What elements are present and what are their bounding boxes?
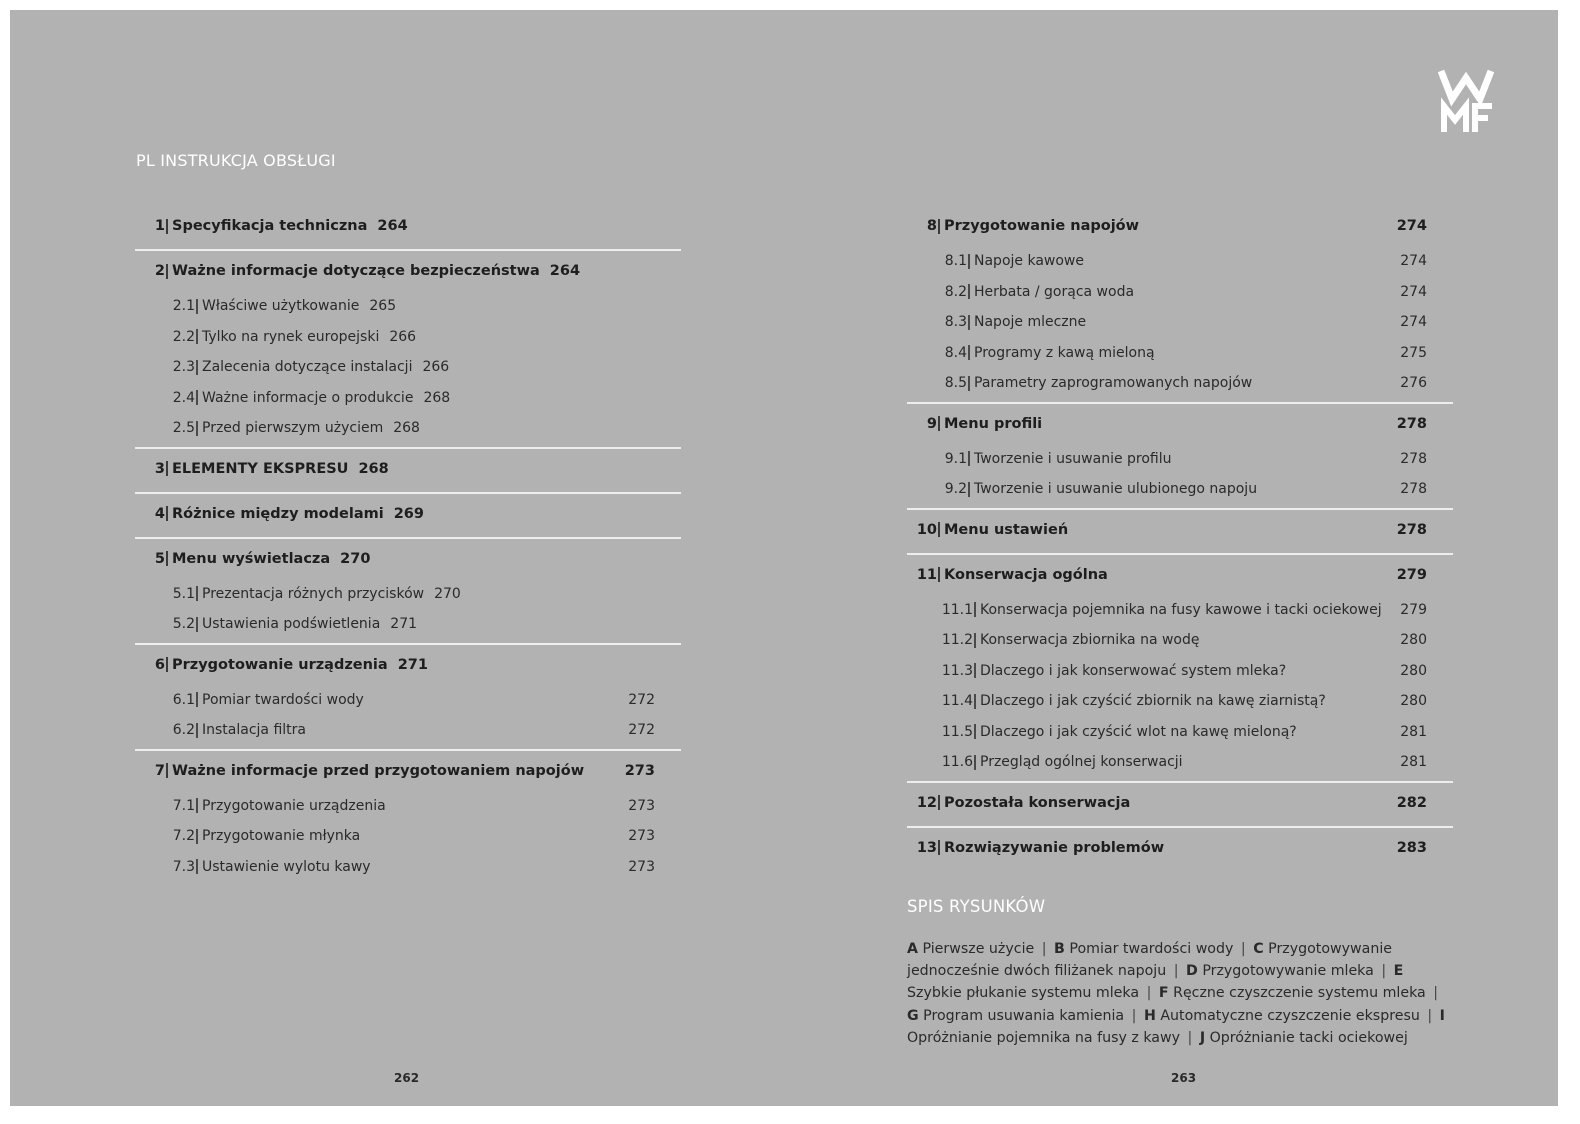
toc-section [907,555,1453,783]
toc-title: Tworzenie i usuwanie ulubionego napoju [974,481,1258,498]
toc-title: Ustawienia podświetlenia [202,616,381,633]
toc-page-number: 272 [628,691,655,708]
toc-separator-bar [166,506,168,521]
toc-separator-bar [938,219,940,234]
toc-title: Ważne informacje o produkcie [202,389,414,406]
toc-chapter[interactable] [135,494,681,534]
toc-page-number: 273 [624,762,655,779]
figure-entry [907,1008,1124,1024]
toc-separator-bar [196,299,198,314]
toc-title: Parametry zaprogramowanych napojów [974,375,1253,392]
figure-separator: | [1173,963,1179,980]
toc-number: 4 [154,505,165,522]
toc-subsection[interactable] [907,625,1453,656]
toc-page-number: 268 [423,389,451,406]
toc-separator-bar [938,840,940,855]
toc-separator-bar [968,254,970,269]
toc-number: 2.5 [172,420,195,437]
figure-letter: B [1054,941,1065,957]
toc-subsection[interactable] [135,852,681,883]
toc-separator-bar [196,329,198,344]
toc-subsection[interactable] [907,444,1453,475]
toc-chapter[interactable] [907,404,1453,444]
toc-title: Konserwacja ogólna [944,566,1108,583]
figure-entry [1159,985,1426,1001]
toc-section [135,449,681,494]
toc-separator-bar [938,522,940,537]
toc-separator-bar [196,586,198,601]
toc-page-number: 273 [628,797,655,814]
toc-title: Napoje mleczne [974,314,1087,331]
toc-separator-bar [974,724,976,739]
toc-separator-bar [196,421,198,436]
toc-title: Przygotowanie urządzenia [172,656,388,673]
toc-separator-bar [974,663,976,678]
toc-page-number: 272 [628,722,655,739]
toc-page-number: 279 [1400,601,1427,618]
toc-page-number: 269 [393,505,424,522]
figure-entry [1144,1008,1420,1024]
toc-title: Przygotowanie młynka [202,828,361,845]
toc-number: 2.3 [172,359,195,376]
toc-title: Konserwacja pojemnika na fusy kawowe i tacki ociekowej [980,601,1382,618]
toc-subsection[interactable] [907,307,1453,338]
figure-letter: A [907,941,918,957]
figure-letter: J [1199,1029,1206,1046]
toc-chapter[interactable] [135,539,681,579]
toc-page-number: 268 [358,460,389,477]
toc-number: 9 [926,415,937,432]
toc-page-number: 264 [549,263,581,279]
toc-number: 9.2 [944,481,967,498]
toc-title: Właściwe użytkowanie [202,298,360,315]
toc-subsection[interactable] [907,656,1453,687]
toc-page-number: 265 [369,298,397,315]
toc-page-number: 276 [1400,375,1427,392]
toc-chapter[interactable] [135,251,681,291]
toc-title: Pomiar twardości wody [202,691,364,708]
toc-title: Dlaczego i jak czyścić zbiornik na kawę ziarnistą? [980,693,1326,710]
toc-separator-bar [166,461,168,476]
toc-title: ELEMENTY EKSPRESU [172,460,349,477]
toc-subsection[interactable] [907,595,1453,626]
toc-number: 7.3 [172,858,195,875]
toc-number: 8.5 [944,375,967,392]
toc-left-column [135,206,681,885]
toc-separator-bar [166,219,168,234]
toc-page-number: 278 [1396,415,1427,432]
figure-caption: Automatyczne czyszczenie ekspresu [1160,1007,1420,1024]
toc-title: Dlaczego i jak konserwować system mleka? [980,662,1287,679]
toc-chapter[interactable] [907,206,1453,246]
toc-separator-bar [968,345,970,360]
toc-title: Przed pierwszym użyciem [202,420,384,437]
toc-page-number: 278 [1396,521,1427,538]
figure-separator: | [1381,963,1387,980]
toc-separator-bar [196,390,198,405]
toc-subsection[interactable] [135,685,681,716]
toc-chapter[interactable] [135,449,681,489]
toc-separator-bar [968,451,970,466]
toc-title: Menu wyświetlacza [172,550,331,567]
toc-page-number: 270 [434,585,461,602]
toc-page-number: 268 [393,420,420,437]
toc-page-number: 274 [1400,283,1427,300]
toc-separator-bar [166,551,168,566]
figure-separator: | [1433,985,1439,1002]
toc-chapter[interactable] [907,828,1453,868]
toc-chapter[interactable] [907,783,1453,823]
figures-title: SPIS RYSUNKÓW [907,897,1046,916]
toc-subsection[interactable] [135,352,681,383]
toc-number: 9.1 [944,450,967,467]
toc-subsection[interactable] [135,413,681,444]
figure-caption: Przygotowywanie jednocześnie dwóch filiżanek napoju [907,941,1393,980]
toc-title: Przygotowanie napojów [944,218,1140,234]
toc-page-number: 281 [1400,723,1427,740]
toc-title: Ważne informacje dotyczące bezpieczeństwa [172,263,540,279]
toc-number: 2.1 [172,298,195,315]
toc-page-number: 274 [1396,218,1427,234]
toc-page-number: 280 [1400,632,1427,649]
toc-page-number: 273 [628,858,655,875]
toc-number: 8.1 [944,253,967,270]
toc-number: 6 [154,656,165,673]
figure-separator: | [1041,941,1047,957]
toc-chapter[interactable] [907,555,1453,595]
figure-caption: Pierwsze użycie [922,941,1035,957]
toc-number: 2.2 [172,328,195,345]
toc-title: Tworzenie i usuwanie profilu [974,450,1172,467]
toc-section [907,783,1453,828]
toc-number: 6.1 [172,691,195,708]
toc-subsection[interactable] [907,717,1453,748]
toc-subsection[interactable] [907,368,1453,399]
toc-separator-bar [166,657,168,672]
toc-subsection[interactable] [907,474,1453,505]
toc-right-column [907,206,1453,871]
figure-caption: Szybkie płukanie systemu mleka [907,985,1140,1002]
toc-subsection[interactable] [135,579,681,610]
toc-title: Zalecenia dotyczące instalacji [202,359,413,376]
figure-letter: I [1439,1007,1445,1024]
toc-title: Specyfikacja techniczna [172,218,368,234]
toc-number: 11.4 [941,693,973,710]
toc-title: Prezentacja różnych przycisków [202,585,425,602]
toc-number: 2.4 [172,389,195,406]
toc-title: Konserwacja zbiornika na wodę [980,632,1200,649]
toc-title: Menu profili [944,415,1043,432]
figure-entry [1186,963,1374,979]
figure-caption: Pomiar twardości wody [1069,941,1234,957]
toc-separator-bar [196,723,198,738]
toc-chapter[interactable] [135,645,681,685]
toc-separator-bar [974,633,976,648]
figure-entry [1054,941,1233,957]
toc-title: Herbata / gorąca woda [974,283,1135,300]
toc-title: Napoje kawowe [974,253,1084,270]
toc-page-number: 283 [1396,839,1427,856]
toc-subsection[interactable] [135,791,681,822]
toc-title: Ważne informacje przed przygotowaniem napojów [172,762,585,779]
toc-section [135,494,681,539]
figure-entry [1200,1030,1408,1046]
toc-page-number: 280 [1400,662,1427,679]
toc-number: 8.3 [944,314,967,331]
toc-separator-bar [196,692,198,707]
toc-page-number: 274 [1400,253,1427,270]
toc-number: 12 [916,794,937,811]
toc-page-number: 264 [377,218,408,234]
figure-caption: Przygotowywanie mleka [1202,963,1374,980]
toc-separator-bar [968,284,970,299]
toc-number: 2 [154,263,165,279]
toc-section [907,404,1453,510]
toc-subsection[interactable] [135,291,681,322]
toc-page-number: 278 [1400,450,1427,467]
figure-letter: H [1143,1007,1156,1024]
toc-section [135,645,681,751]
page-number-right: 263 [1171,1071,1197,1085]
toc-separator-bar [974,694,976,709]
toc-subsection[interactable] [907,747,1453,778]
figure-separator: | [1427,1007,1433,1024]
toc-number: 5.1 [172,585,195,602]
figure-caption: Opróżnianie tacki ociekowej [1209,1029,1408,1046]
document-title: PL INSTRUKCJA OBSŁUGI [136,151,336,170]
toc-page-number: 273 [628,828,655,845]
toc-number: 3 [154,460,165,477]
figure-letter: C [1253,941,1264,957]
toc-page-number: 271 [397,656,428,673]
figure-separator: | [1240,941,1246,957]
toc-chapter[interactable] [907,510,1453,550]
toc-page-number: 275 [1400,344,1427,361]
page-number-left: 262 [394,1071,420,1085]
toc-title: Różnice między modelami [172,505,384,522]
toc-number: 7.2 [172,828,195,845]
toc-separator-bar [974,755,976,770]
toc-page-number: 282 [1396,794,1427,811]
toc-separator-bar [196,859,198,874]
toc-page-number: 278 [1400,481,1427,498]
toc-title: Przegląd ogólnej konserwacji [980,754,1183,771]
toc-separator-bar [196,829,198,844]
toc-number: 8.4 [944,344,967,361]
figure-caption: Program usuwania kamienia [923,1007,1125,1024]
toc-title: Pozostała konserwacja [944,794,1131,811]
wmf-logo-icon [1438,68,1494,134]
toc-subsection[interactable] [907,686,1453,717]
toc-separator-bar [938,416,940,431]
toc-number: 11.2 [941,632,973,649]
figure-letter: G [907,1007,919,1024]
toc-page-number: 270 [340,550,371,567]
toc-number: 7 [154,762,165,779]
figure-separator: | [1146,985,1152,1002]
toc-chapter[interactable] [135,751,681,791]
document-spread [10,10,1558,1106]
toc-page-number: 281 [1400,754,1427,771]
toc-page-number: 266 [389,328,417,345]
figure-letter: F [1158,985,1169,1002]
figures-list [907,938,1447,1049]
toc-number: 11 [916,566,937,583]
toc-number: 13 [916,839,937,856]
figure-separator: | [1187,1029,1193,1046]
toc-separator-bar [974,602,976,617]
figure-letter: E [1393,963,1404,980]
toc-number: 5.2 [172,616,195,633]
toc-title: Tylko na rynek europejski [202,328,380,345]
toc-page-number: 274 [1400,314,1427,331]
toc-section [135,251,681,449]
toc-separator-bar [196,798,198,813]
toc-separator-bar [938,795,940,810]
toc-number: 11.3 [941,662,973,679]
toc-section [135,206,681,251]
figure-caption: Opróżnianie pojemnika na fusy z kawy [907,1029,1180,1046]
toc-subsection[interactable] [907,246,1453,277]
toc-separator-bar [968,315,970,330]
toc-separator-bar [968,376,970,391]
toc-number: 6.2 [172,722,195,739]
toc-separator-bar [938,567,940,582]
toc-number: 10 [916,521,937,538]
toc-title: Przygotowanie urządzenia [202,797,386,814]
figure-separator: | [1131,1007,1137,1024]
toc-subsection[interactable] [135,821,681,852]
toc-section [135,751,681,886]
toc-page-number: 266 [422,359,450,376]
toc-chapter[interactable] [135,206,681,246]
toc-number: 11.1 [941,601,973,618]
toc-title: Ustawienie wylotu kawy [202,858,371,875]
toc-title: Rozwiązywanie problemów [944,839,1165,856]
figure-caption: Ręczne czyszczenie systemu mleka [1173,985,1426,1002]
toc-number: 8 [926,218,937,234]
toc-subsection[interactable] [907,277,1453,308]
toc-subsection[interactable] [907,338,1453,369]
toc-title: Instalacja filtra [202,722,306,739]
toc-separator-bar [166,763,168,778]
toc-subsection[interactable] [135,383,681,414]
toc-title: Dlaczego i jak czyścić wlot na kawę mieloną? [980,723,1297,740]
toc-separator-bar [968,482,970,497]
toc-title: Programy z kawą mieloną [974,344,1155,361]
toc-number: 11.5 [941,723,973,740]
figure-entry [907,941,1034,957]
figure-letter: D [1186,963,1198,980]
toc-title: Menu ustawień [944,521,1069,538]
toc-subsection[interactable] [135,715,681,746]
toc-subsection[interactable] [135,322,681,353]
toc-number: 8.2 [944,283,967,300]
toc-number: 11.6 [941,754,973,771]
toc-page-number: 280 [1400,693,1427,710]
toc-separator-bar [196,360,198,375]
toc-section [907,510,1453,555]
toc-subsection[interactable] [135,609,681,640]
toc-section [135,539,681,645]
toc-section [907,828,1453,871]
toc-page-number: 279 [1396,566,1427,583]
toc-number: 7.1 [172,797,195,814]
toc-page-number: 271 [390,616,418,633]
toc-separator-bar [196,617,198,632]
toc-number: 1 [154,218,165,234]
toc-number: 5 [154,550,165,567]
toc-section [907,206,1453,404]
toc-separator-bar [166,264,168,279]
